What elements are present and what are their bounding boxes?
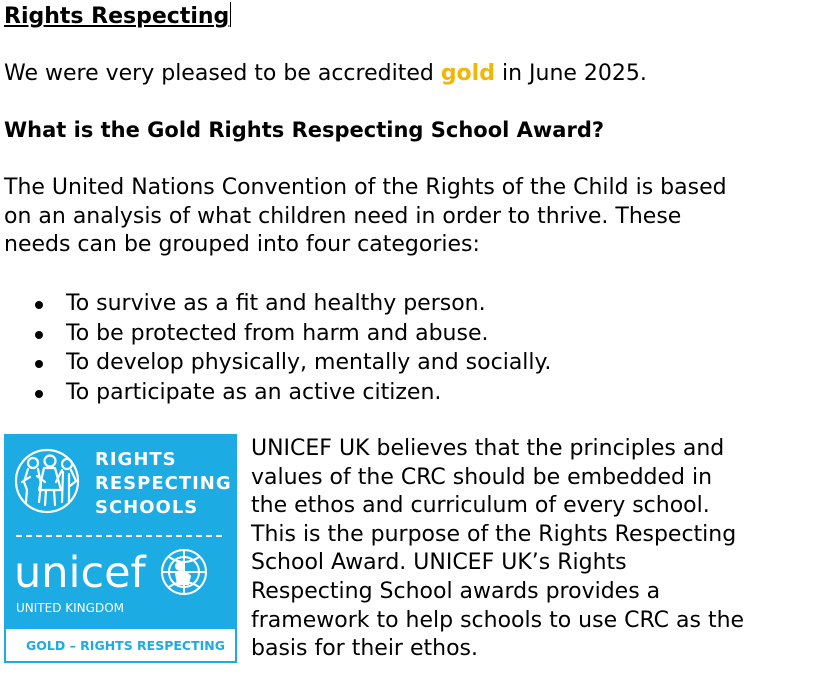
- gold-highlight: gold: [440, 61, 495, 86]
- paragraph-line: values of the CRC should be embedded in: [251, 464, 713, 490]
- rights-respecting-schools-logo: [4, 434, 237, 663]
- intro-text: [4, 59, 647, 88]
- logo-respecting-text: RESPECTING: [95, 473, 232, 494]
- bullet-icon: [35, 331, 43, 339]
- list-item-text: To survive as a fit and healthy person.: [66, 291, 486, 316]
- logo-graphic: [4, 434, 237, 663]
- paragraph-line: the ethos and curriculum of every school.: [251, 493, 710, 519]
- logo-schools-text: SCHOOLS: [95, 497, 199, 518]
- paragraph-line: needs can be grouped into four categories:: [4, 232, 480, 257]
- logo-rights-text: RIGHTS: [95, 449, 177, 470]
- list-item: [0, 378, 551, 408]
- bullet-icon: [35, 360, 43, 368]
- bullet-icon: [35, 390, 43, 398]
- text-caret: [230, 2, 231, 27]
- paragraph-line: The United Nations Convention of the Rights of the Child is based: [4, 175, 727, 200]
- logo-award-text: GOLD – RIGHTS RESPECTING: [26, 638, 225, 653]
- bullet-icon: [35, 301, 43, 309]
- page-heading: [4, 2, 231, 31]
- logo-brand-text: unicef: [14, 548, 146, 598]
- paragraph-unicef: [251, 435, 811, 664]
- needs-list: [0, 289, 551, 407]
- paragraph-line: Respecting School awards provides a: [251, 578, 661, 604]
- list-item: [0, 289, 551, 319]
- paragraph-line: on an analysis of what children need in order to thrive. These: [4, 203, 682, 229]
- paragraph-line: This is the purpose of the Rights Respecting: [251, 521, 737, 547]
- paragraph-line: School Award. UNICEF UK’s Rights: [251, 550, 627, 576]
- list-item-text: To develop physically, mentally and socially.: [66, 350, 552, 375]
- intro-after: in June 2025.: [494, 61, 647, 86]
- paragraph-crc-intro: [4, 174, 804, 260]
- intro-before: We were very pleased to be accredited: [4, 61, 441, 86]
- list-item: [0, 319, 551, 349]
- paragraph-line: framework to help schools to use CRC as the: [251, 607, 745, 633]
- section-subheading: What is the Gold Rights Respecting School Award?: [4, 118, 605, 142]
- logo-country-text: UNITED KINGDOM: [16, 601, 124, 615]
- list-item-text: To participate as an active citizen.: [66, 379, 442, 405]
- paragraph-line: basis for their ethos.: [251, 636, 478, 662]
- unicef-emblem-icon: [162, 550, 206, 594]
- list-item: [0, 348, 551, 378]
- paragraph-line: UNICEF UK believes that the principles and: [251, 436, 725, 461]
- heading-text: Rights Respecting: [4, 4, 230, 29]
- list-item-text: To be protected from harm and abuse.: [66, 320, 489, 346]
